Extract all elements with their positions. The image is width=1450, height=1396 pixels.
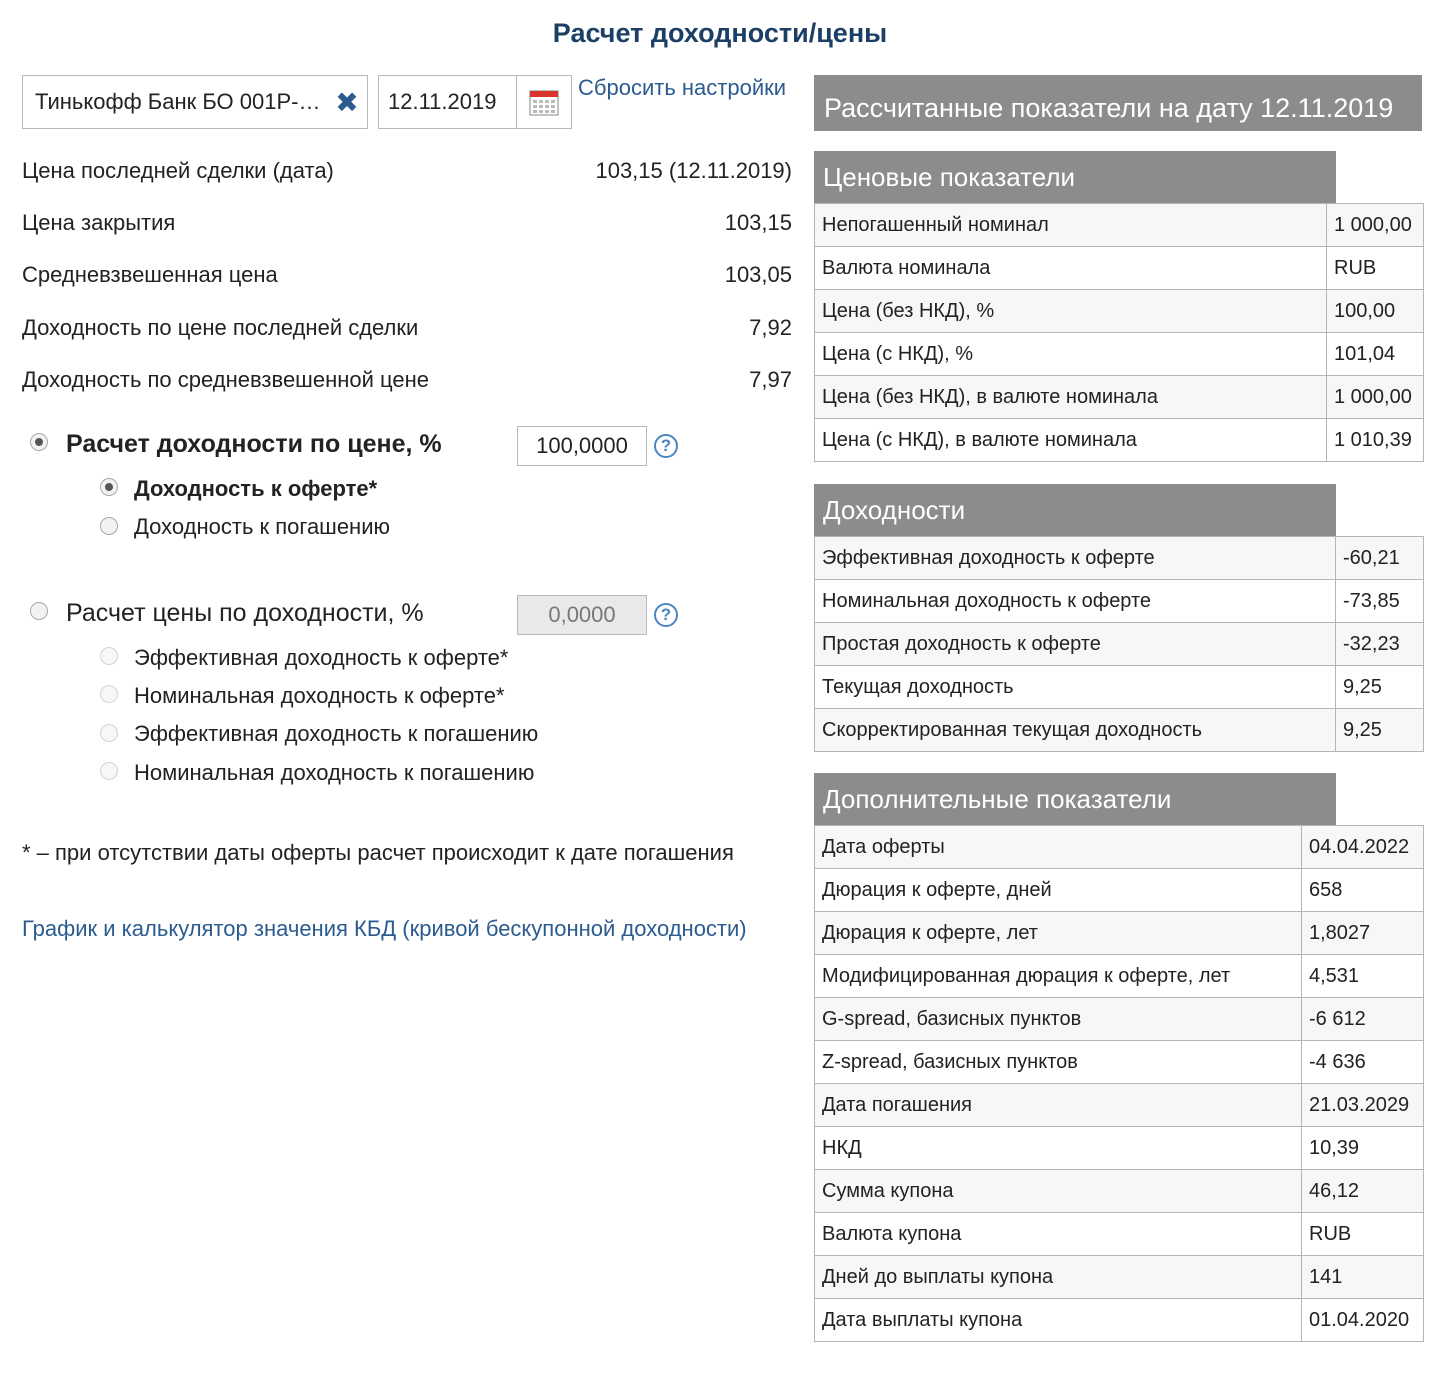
row-label: Модифицированная дюрация к оферте, лет — [815, 955, 1302, 998]
row-value: RUB — [1302, 1213, 1424, 1256]
row-label: G-spread, базисных пунктов — [815, 998, 1302, 1041]
row-label: Валюта номинала — [815, 247, 1327, 290]
row-label: Непогашенный номинал — [815, 204, 1327, 247]
yield-input[interactable]: 0,0000 — [517, 595, 647, 635]
table-row — [815, 247, 1424, 290]
row-value: -32,23 — [1336, 623, 1424, 666]
table-row — [815, 666, 1424, 709]
calc-by-price-label: Расчет доходности по цене, % — [66, 430, 442, 458]
results-header: Рассчитанные показатели на дату 12.11.2019 — [814, 75, 1422, 131]
nominal-yield-maturity-label: Номинальная доходность к погашению — [134, 760, 535, 785]
effective-yield-offer-radio[interactable] — [100, 647, 118, 665]
row-value: -60,21 — [1336, 537, 1424, 580]
stat-value: 103,05 — [724, 262, 792, 287]
row-label: Номинальная доходность к оферте — [815, 580, 1336, 623]
row-value: 01.04.2020 — [1302, 1299, 1424, 1342]
row-label: Сумма купона — [815, 1170, 1302, 1213]
help-icon[interactable]: ? — [654, 434, 678, 458]
date-input-value[interactable]: 12.11.2019 — [379, 76, 517, 128]
row-label: Дата выплаты купона — [815, 1299, 1302, 1342]
calc-by-yield-radio[interactable] — [30, 602, 48, 620]
row-label: Цена (с НКД), % — [815, 333, 1327, 376]
row-value: 46,12 — [1302, 1170, 1424, 1213]
yield-section-title: Доходности — [814, 484, 1336, 536]
row-label: Цена (с НКД), в валюте номинала — [815, 419, 1327, 462]
row-value: 1,8027 — [1302, 912, 1424, 955]
footnote: * – при отсутствии даты оферты расчет происходит к дате погашения — [22, 840, 734, 865]
stat-value: 7,97 — [749, 367, 792, 392]
row-value: 9,25 — [1336, 709, 1424, 752]
help-icon[interactable]: ? — [654, 603, 678, 627]
nominal-yield-offer-radio[interactable] — [100, 685, 118, 703]
row-value: 141 — [1302, 1256, 1424, 1299]
calendar-icon[interactable] — [517, 76, 571, 128]
stat-label: Цена закрытия — [22, 210, 176, 235]
extra-table — [814, 825, 1424, 1342]
row-value: -73,85 — [1336, 580, 1424, 623]
yield-to-maturity-radio[interactable] — [100, 517, 118, 535]
row-value: -6 612 — [1302, 998, 1424, 1041]
table-row — [815, 1299, 1424, 1342]
effective-yield-maturity-label: Эффективная доходность к погашению — [134, 721, 539, 746]
price-table — [814, 203, 1424, 462]
table-row — [815, 1170, 1424, 1213]
stat-value: 103,15 (12.11.2019) — [595, 158, 792, 183]
stat-label: Цена последней сделки (дата) — [22, 158, 334, 183]
row-label: Цена (без НКД), в валюте номинала — [815, 376, 1327, 419]
table-row — [815, 1041, 1424, 1084]
yield-table — [814, 536, 1424, 752]
row-value: 1 000,00 — [1327, 376, 1424, 419]
table-row — [815, 419, 1424, 462]
table-row — [815, 1127, 1424, 1170]
table-row — [815, 376, 1424, 419]
table-row — [815, 826, 1424, 869]
table-row — [815, 1256, 1424, 1299]
nominal-yield-offer-label: Номинальная доходность к оферте* — [134, 683, 505, 708]
yield-to-offer-label: Доходность к оферте* — [134, 476, 378, 501]
row-value: 21.03.2029 — [1302, 1084, 1424, 1127]
row-value: 658 — [1302, 869, 1424, 912]
stat-row — [22, 367, 792, 393]
stat-row — [22, 158, 792, 184]
table-row — [815, 580, 1424, 623]
clear-icon[interactable]: ✖ — [335, 86, 359, 118]
effective-yield-offer-label: Эффективная доходность к оферте* — [134, 645, 509, 670]
nominal-yield-maturity-radio[interactable] — [100, 762, 118, 780]
yield-to-offer-radio[interactable] — [100, 478, 118, 496]
table-row — [815, 709, 1424, 752]
row-label: Дней до выплаты купона — [815, 1256, 1302, 1299]
stat-label: Доходность по средневзвешенной цене — [22, 367, 429, 392]
row-label: Дюрация к оферте, лет — [815, 912, 1302, 955]
row-value: 1 000,00 — [1327, 204, 1424, 247]
row-value: 04.04.2022 — [1302, 826, 1424, 869]
table-row — [815, 955, 1424, 998]
table-row — [815, 537, 1424, 580]
page-title: Расчет доходности/цены — [552, 18, 888, 48]
row-value: 1 010,39 — [1327, 419, 1424, 462]
bond-select-value: Тинькофф Банк БО 001Р-… — [35, 89, 321, 114]
table-row — [815, 290, 1424, 333]
bond-select[interactable] — [22, 75, 368, 129]
row-label: Цена (без НКД), % — [815, 290, 1327, 333]
table-row — [815, 204, 1424, 247]
table-row — [815, 623, 1424, 666]
date-input[interactable] — [378, 75, 572, 129]
row-value: 4,531 — [1302, 955, 1424, 998]
table-row — [815, 1213, 1424, 1256]
row-label: Текущая доходность — [815, 666, 1336, 709]
stat-value: 103,15 — [724, 210, 792, 235]
row-value: 10,39 — [1302, 1127, 1424, 1170]
extra-section-title: Дополнительные показатели — [814, 773, 1336, 825]
stat-row — [22, 315, 792, 341]
row-label: Валюта купона — [815, 1213, 1302, 1256]
table-row — [815, 912, 1424, 955]
row-label: Скорректированная текущая доходность — [815, 709, 1336, 752]
table-row — [815, 998, 1424, 1041]
table-row — [815, 333, 1424, 376]
reset-settings-link[interactable]: Сбросить настройки — [578, 75, 787, 100]
kbd-chart-link[interactable]: График и калькулятор значения КБД (кривой бескупонной доходности) — [22, 916, 747, 941]
stat-value: 7,92 — [749, 315, 792, 340]
stat-row — [22, 262, 792, 288]
stat-label: Доходность по цене последней сделки — [22, 315, 419, 340]
row-label: НКД — [815, 1127, 1302, 1170]
yield-to-maturity-label: Доходность к погашению — [134, 514, 390, 539]
stat-row — [22, 210, 792, 236]
row-label: Эффективная доходность к оферте — [815, 537, 1336, 580]
table-row — [815, 869, 1424, 912]
price-section-title: Ценовые показатели — [814, 151, 1336, 203]
row-value: -4 636 — [1302, 1041, 1424, 1084]
row-label: Дата погашения — [815, 1084, 1302, 1127]
row-value: RUB — [1327, 247, 1424, 290]
row-label: Дюрация к оферте, дней — [815, 869, 1302, 912]
effective-yield-maturity-radio[interactable] — [100, 724, 118, 742]
row-value: 100,00 — [1327, 290, 1424, 333]
row-label: Простая доходность к оферте — [815, 623, 1336, 666]
row-value: 9,25 — [1336, 666, 1424, 709]
row-label: Z-spread, базисных пунктов — [815, 1041, 1302, 1084]
table-row — [815, 1084, 1424, 1127]
calc-by-yield-label: Расчет цены по доходности, % — [66, 599, 424, 627]
calc-by-price-radio[interactable] — [30, 433, 48, 451]
row-value: 101,04 — [1327, 333, 1424, 376]
stat-label: Средневзвешенная цена — [22, 262, 278, 287]
price-input[interactable]: 100,0000 — [517, 426, 647, 466]
row-label: Дата оферты — [815, 826, 1302, 869]
